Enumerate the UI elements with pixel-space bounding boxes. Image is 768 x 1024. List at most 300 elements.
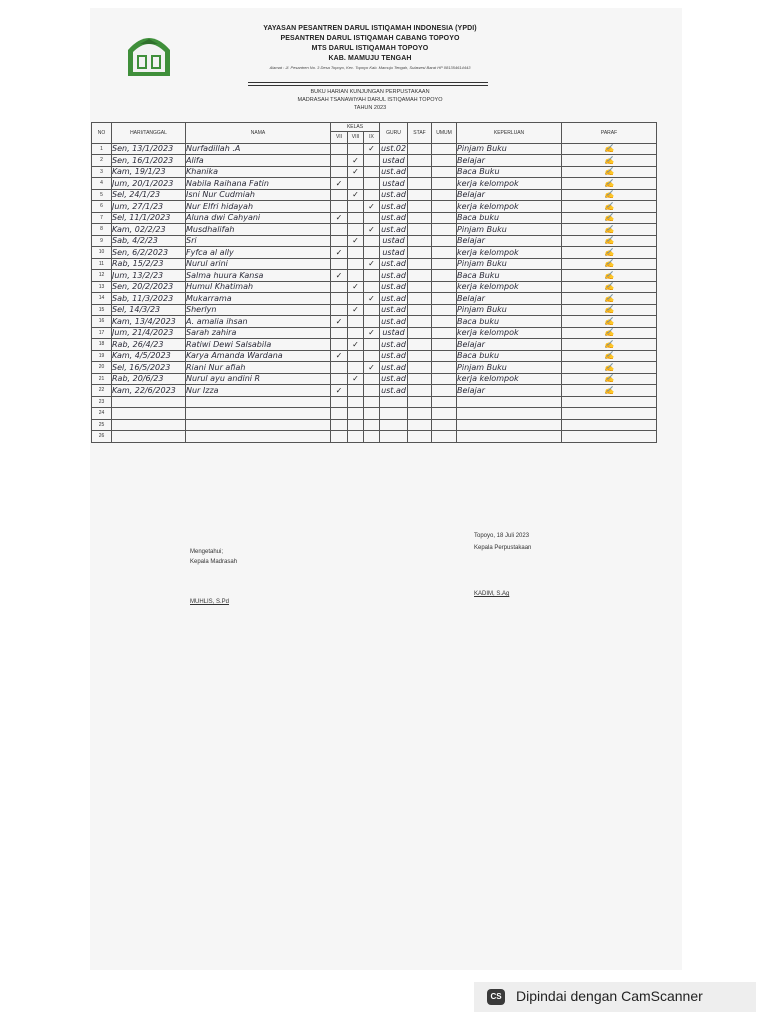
visitor-name: Sherlyn (186, 304, 331, 316)
visit-purpose: kerja kelompok (457, 281, 562, 293)
visit-purpose: kerja kelompok (457, 373, 562, 385)
guru-cell: ust.ad (381, 270, 406, 280)
visitor-name: Aluna dwi Cahyani (186, 212, 331, 224)
class-viii-check (348, 327, 364, 339)
footer-right-name: KADIM, S.Ag (474, 591, 510, 597)
row-number: 5 (92, 189, 112, 201)
class-ix-check (364, 155, 380, 167)
umum-cell (432, 327, 457, 339)
table-row (92, 419, 657, 431)
staf-cell (408, 339, 432, 351)
visitor-name: Nabila Raihana Fatin (186, 178, 331, 190)
row-number: 10 (92, 247, 112, 259)
umum-cell (432, 304, 457, 316)
class-vii-check (331, 431, 348, 443)
visit-purpose: Baca buku (457, 316, 562, 328)
guru-cell: ust.ad (381, 293, 406, 303)
guru-cell (380, 419, 408, 431)
signature: ✍ (562, 143, 657, 155)
footer-left-name: MUHLIS, S.Pd (190, 599, 230, 605)
staf-cell (408, 155, 432, 167)
signature: ✍ (562, 385, 657, 397)
row-number: 20 (92, 362, 112, 374)
visit-purpose: Pinjam Buku (457, 362, 562, 374)
class-vii-check (331, 189, 348, 201)
class-viii-check: ✓ (348, 155, 364, 167)
class-ix-check (364, 419, 380, 431)
guru-cell: ust.ad (381, 213, 406, 223)
row-number: 14 (92, 293, 112, 305)
visit-purpose: Pinjam Buku (457, 258, 562, 270)
visitor-name (186, 408, 331, 420)
visit-date: Sen, 13/1/2023 (112, 143, 186, 155)
footer-place-date: Topoyo, 18 Juli 2023 (474, 533, 530, 539)
visitor-name: Alifa (186, 155, 331, 167)
guru-cell: ust.ad (381, 201, 406, 211)
visitor-name: Nurfadillah .A (186, 143, 331, 155)
guru-cell: ust.ad (381, 374, 406, 384)
guru-cell: ust.ad (381, 385, 406, 395)
class-ix-check: ✓ (364, 143, 380, 155)
staf-cell (408, 212, 432, 224)
class-ix-check (364, 304, 380, 316)
table-body (92, 143, 657, 442)
signature: ✍ (562, 304, 657, 316)
staf-cell (408, 143, 432, 155)
class-viii-check (348, 247, 364, 259)
table-row (92, 350, 657, 362)
class-viii-check: ✓ (348, 189, 364, 201)
footer-left (190, 548, 237, 607)
table-row (92, 155, 657, 167)
umum-cell (432, 189, 457, 201)
header-paraf: PARAF (562, 123, 657, 144)
table-row (92, 281, 657, 293)
signature: ✍ (562, 178, 657, 190)
class-ix-check (364, 350, 380, 362)
signature: ✍ (562, 224, 657, 236)
visitor-name (186, 431, 331, 443)
visit-date: Jum, 21/4/2023 (112, 327, 186, 339)
signature: ✍ (562, 339, 657, 351)
visitor-name: Sri (186, 235, 331, 247)
staf-cell (408, 166, 432, 178)
umum-cell (432, 419, 457, 431)
visit-date: Rab, 20/6/23 (112, 373, 186, 385)
class-ix-check (364, 178, 380, 190)
umum-cell (432, 166, 457, 178)
class-vii-check (331, 293, 348, 305)
visit-purpose: Baca buku (457, 212, 562, 224)
umum-cell (432, 339, 457, 351)
letterhead-line-3: MTS DARUL ISTIQAMAH TOPOYO (311, 45, 429, 52)
staf-cell (408, 281, 432, 293)
camscanner-icon: CS (487, 989, 505, 1005)
visit-date: Sel, 24/1/23 (112, 189, 186, 201)
staf-cell (408, 350, 432, 362)
visit-date: Kam, 13/4/2023 (112, 316, 186, 328)
visit-date: Rab, 15/2/23 (112, 258, 186, 270)
guru-cell: ust.ad (381, 339, 406, 349)
class-ix-check (364, 396, 380, 408)
staf-cell (408, 362, 432, 374)
class-viii-check (348, 143, 364, 155)
visitor-name: Sarah zahira (186, 327, 331, 339)
class-ix-check: ✓ (364, 201, 380, 213)
class-viii-check (348, 270, 364, 282)
guru-cell: ust.ad (381, 351, 406, 361)
staf-cell (408, 201, 432, 213)
guru-cell: ust.ad (381, 282, 406, 292)
class-ix-check (364, 212, 380, 224)
class-ix-check (364, 270, 380, 282)
class-vii-check (331, 373, 348, 385)
class-viii-check (348, 293, 364, 305)
row-number: 22 (92, 385, 112, 397)
class-vii-check: ✓ (331, 247, 348, 259)
umum-cell (432, 143, 457, 155)
umum-cell (432, 212, 457, 224)
class-ix-check (364, 408, 380, 420)
table-row (92, 143, 657, 155)
staf-cell (408, 247, 432, 259)
row-number: 26 (92, 431, 112, 443)
visit-date: Kam, 19/1/23 (112, 166, 186, 178)
staf-cell (408, 419, 432, 431)
school-logo (124, 30, 174, 78)
visit-purpose (457, 408, 562, 420)
signature: ✍ (562, 247, 657, 259)
class-ix-check (364, 316, 380, 328)
guru-cell: ust.ad (381, 224, 406, 234)
staf-cell (408, 304, 432, 316)
visit-date: Kam, 22/6/2023 (112, 385, 186, 397)
class-vii-check (331, 235, 348, 247)
visit-purpose: Belajar (457, 293, 562, 305)
signature: ✍ (562, 327, 657, 339)
visit-purpose: Baca Buku (457, 270, 562, 282)
signature (562, 396, 657, 408)
letterhead-address: Alamat : Jl. Pesantren No. 3 Desa Topoyo, Kec. Topoyo Kab. Mamuju Tengah, Sulawesi Barat HP 081354614443 (269, 65, 471, 70)
class-ix-check: ✓ (364, 327, 380, 339)
table-row (92, 235, 657, 247)
class-vii-check: ✓ (331, 270, 348, 282)
class-viii-check (348, 212, 364, 224)
class-vii-check (331, 143, 348, 155)
letterhead (190, 24, 550, 72)
visit-purpose: kerja kelompok (457, 247, 562, 259)
umum-cell (432, 350, 457, 362)
class-viii-check (348, 408, 364, 420)
class-viii-check (348, 419, 364, 431)
class-viii-check (348, 350, 364, 362)
umum-cell (432, 258, 457, 270)
visit-date (112, 431, 186, 443)
class-vii-check (331, 327, 348, 339)
class-vii-check (331, 258, 348, 270)
umum-cell (432, 155, 457, 167)
class-vii-check (331, 201, 348, 213)
guru-cell: ustad (380, 155, 408, 167)
umum-cell (432, 247, 457, 259)
signature: ✍ (562, 201, 657, 213)
footer-left-title: Kepala Madrasah (190, 559, 238, 565)
visit-purpose: kerja kelompok (457, 201, 562, 213)
row-number: 17 (92, 327, 112, 339)
visitor-name: Riani Nur afiah (186, 362, 331, 374)
umum-cell (432, 224, 457, 236)
row-number: 25 (92, 419, 112, 431)
visitor-name (186, 396, 331, 408)
letterhead-rule-thin (248, 85, 488, 86)
class-viii-check: ✓ (348, 281, 364, 293)
staf-cell (408, 189, 432, 201)
visitor-name: Nurul arini (186, 258, 331, 270)
table-row (92, 247, 657, 259)
visit-date: Sen, 6/2/2023 (112, 247, 186, 259)
camscanner-watermark (474, 982, 756, 1012)
visitor-name: Nurul ayu andini R (186, 373, 331, 385)
visit-date: Sel, 16/5/2023 (112, 362, 186, 374)
class-viii-check: ✓ (348, 339, 364, 351)
visit-purpose: Belajar (457, 235, 562, 247)
visit-purpose: Baca Buku (457, 166, 562, 178)
class-viii-check: ✓ (348, 373, 364, 385)
table-row (92, 339, 657, 351)
visit-date: Jum, 13/2/23 (112, 270, 186, 282)
letterhead-line-2: PESANTREN DARUL ISTIQAMAH CABANG TOPOYO (280, 35, 460, 42)
class-viii-check (348, 178, 364, 190)
table-row (92, 270, 657, 282)
umum-cell (432, 281, 457, 293)
title-line-1: BUKU HARIAN KUNJUNGAN PERPUSTAKAAN (310, 89, 430, 95)
guru-cell: ust.ad (381, 190, 406, 200)
title-line-2: MADRASAH TSANAWIYAH DARUL ISTIQAMAH TOPOYO (297, 97, 443, 103)
class-ix-check: ✓ (364, 293, 380, 305)
header-viii: VIII (348, 132, 364, 144)
visitor-name: Humul Khatimah (186, 281, 331, 293)
class-viii-check (348, 396, 364, 408)
visit-date: Jum, 20/1/2023 (112, 178, 186, 190)
umum-cell (432, 270, 457, 282)
guru-cell: ustad (380, 235, 408, 247)
header-kelas: KELAS (331, 123, 380, 132)
visit-date: Sen, 16/1/2023 (112, 155, 186, 167)
class-ix-check: ✓ (364, 362, 380, 374)
signature (562, 419, 657, 431)
staf-cell (408, 316, 432, 328)
row-number: 11 (92, 258, 112, 270)
umum-cell (432, 431, 457, 443)
row-number: 3 (92, 166, 112, 178)
staf-cell (408, 408, 432, 420)
class-viii-check: ✓ (348, 166, 364, 178)
staf-cell (408, 235, 432, 247)
class-ix-check (364, 281, 380, 293)
title-line-3: TAHUN 2023 (353, 105, 387, 111)
visit-purpose: Pinjam Buku (457, 304, 562, 316)
signature: ✍ (562, 350, 657, 362)
visitor-name: Khanika (186, 166, 331, 178)
guru-cell (380, 431, 408, 443)
visit-date (112, 408, 186, 420)
visitor-name: Isni Nur Cudmiah (186, 189, 331, 201)
letterhead-rule-thick (248, 82, 488, 83)
footer-right-title: Kepala Perpustakaan (474, 545, 532, 551)
staf-cell (408, 373, 432, 385)
class-vii-check: ✓ (331, 385, 348, 397)
visit-date: Sen, 20/2/2023 (112, 281, 186, 293)
visit-date: Sab, 11/3/2023 (112, 293, 186, 305)
guru-cell: ustad (380, 178, 408, 190)
umum-cell (432, 293, 457, 305)
table-row (92, 431, 657, 443)
table-row (92, 212, 657, 224)
signature: ✍ (562, 212, 657, 224)
staf-cell (408, 431, 432, 443)
table-row (92, 166, 657, 178)
visit-purpose (457, 419, 562, 431)
class-vii-check (331, 281, 348, 293)
visit-purpose: Pinjam Buku (457, 224, 562, 236)
table-row (92, 224, 657, 236)
header-staf: STAF (408, 123, 432, 144)
row-number: 7 (92, 212, 112, 224)
class-ix-check (364, 431, 380, 443)
umum-cell (432, 385, 457, 397)
table-row (92, 408, 657, 420)
visit-date (112, 419, 186, 431)
visit-purpose: kerja kelompok (457, 327, 562, 339)
table-row (92, 385, 657, 397)
guru-cell: ust.ad (381, 305, 406, 315)
class-ix-check: ✓ (364, 224, 380, 236)
footer-right (474, 532, 531, 599)
class-vii-check: ✓ (331, 178, 348, 190)
guru-cell: ust.ad (381, 316, 406, 326)
umum-cell (432, 316, 457, 328)
umum-cell (432, 408, 457, 420)
row-number: 13 (92, 281, 112, 293)
class-viii-check: ✓ (348, 235, 364, 247)
class-vii-check (331, 155, 348, 167)
table-row (92, 327, 657, 339)
row-number: 8 (92, 224, 112, 236)
guru-cell (380, 396, 408, 408)
class-ix-check (364, 247, 380, 259)
class-viii-check (348, 224, 364, 236)
class-viii-check (348, 431, 364, 443)
class-vii-check (331, 408, 348, 420)
table-row (92, 304, 657, 316)
letterhead-line-4: KAB. MAMUJU TENGAH (328, 55, 412, 62)
footer-left-known: Mengetahui; (190, 549, 224, 555)
staf-cell (408, 293, 432, 305)
class-viii-check: ✓ (348, 304, 364, 316)
visitor-name: A. amalia ihsan (186, 316, 331, 328)
table-header-row (92, 123, 657, 132)
row-number: 6 (92, 201, 112, 213)
class-vii-check (331, 419, 348, 431)
class-ix-check (364, 385, 380, 397)
guru-cell: ust.ad (381, 259, 406, 269)
umum-cell (432, 373, 457, 385)
table-row (92, 178, 657, 190)
class-viii-check (348, 258, 364, 270)
signature: ✍ (562, 258, 657, 270)
visit-date: Sab, 4/2/23 (112, 235, 186, 247)
visitor-name: Karya Amanda Wardana (186, 350, 331, 362)
class-viii-check (348, 201, 364, 213)
guru-cell: ust.ad (381, 362, 406, 372)
visit-date (112, 396, 186, 408)
visit-date: Kam, 4/5/2023 (112, 350, 186, 362)
signature: ✍ (562, 166, 657, 178)
class-viii-check (348, 385, 364, 397)
row-number: 9 (92, 235, 112, 247)
row-number: 23 (92, 396, 112, 408)
umum-cell (432, 396, 457, 408)
visitor-name: Nur Izza (186, 385, 331, 397)
visit-purpose (457, 396, 562, 408)
class-vii-check: ✓ (331, 212, 348, 224)
row-number: 2 (92, 155, 112, 167)
visitor-name: Salma huura Kansa (186, 270, 331, 282)
staf-cell (408, 178, 432, 190)
header-no: NO (92, 123, 112, 144)
staf-cell (408, 258, 432, 270)
visit-purpose: Pinjam Buku (457, 143, 562, 155)
visit-purpose: Belajar (457, 155, 562, 167)
class-viii-check (348, 362, 364, 374)
staf-cell (408, 385, 432, 397)
signature (562, 408, 657, 420)
guru-cell: ust.ad (381, 167, 406, 177)
signature: ✍ (562, 293, 657, 305)
document-title (190, 88, 550, 112)
visitor-name: Ratiwi Dewi Salsabila (186, 339, 331, 351)
staf-cell (408, 327, 432, 339)
header-day-date: HARI/TANGGAL (112, 123, 186, 144)
row-number: 16 (92, 316, 112, 328)
visitor-name: Nur Elfri hidayah (186, 201, 331, 213)
letterhead-line-1: YAYASAN PESANTREN DARUL ISTIQAMAH INDONESIA (YPDI) (263, 25, 477, 32)
visit-date: Sel, 11/1/2023 (112, 212, 186, 224)
class-ix-check (364, 373, 380, 385)
visit-purpose (457, 431, 562, 443)
header-guru: GURU (380, 123, 408, 144)
signature: ✍ (562, 316, 657, 328)
row-number: 24 (92, 408, 112, 420)
visit-date: Rab, 26/4/23 (112, 339, 186, 351)
row-number: 18 (92, 339, 112, 351)
signature: ✍ (562, 155, 657, 167)
visitor-name: Mukarrama (186, 293, 331, 305)
class-ix-check: ✓ (364, 258, 380, 270)
class-ix-check (364, 189, 380, 201)
class-vii-check (331, 362, 348, 374)
visit-log-table (91, 122, 657, 443)
umum-cell (432, 235, 457, 247)
signature: ✍ (562, 362, 657, 374)
visit-purpose: Belajar (457, 385, 562, 397)
visit-purpose: kerja kelompok (457, 178, 562, 190)
visitor-name: Fyfca al ally (186, 247, 331, 259)
signature (562, 431, 657, 443)
visit-date: Kam, 02/2/23 (112, 224, 186, 236)
header-ix: IX (364, 132, 380, 144)
guru-cell: ustad (380, 247, 408, 259)
